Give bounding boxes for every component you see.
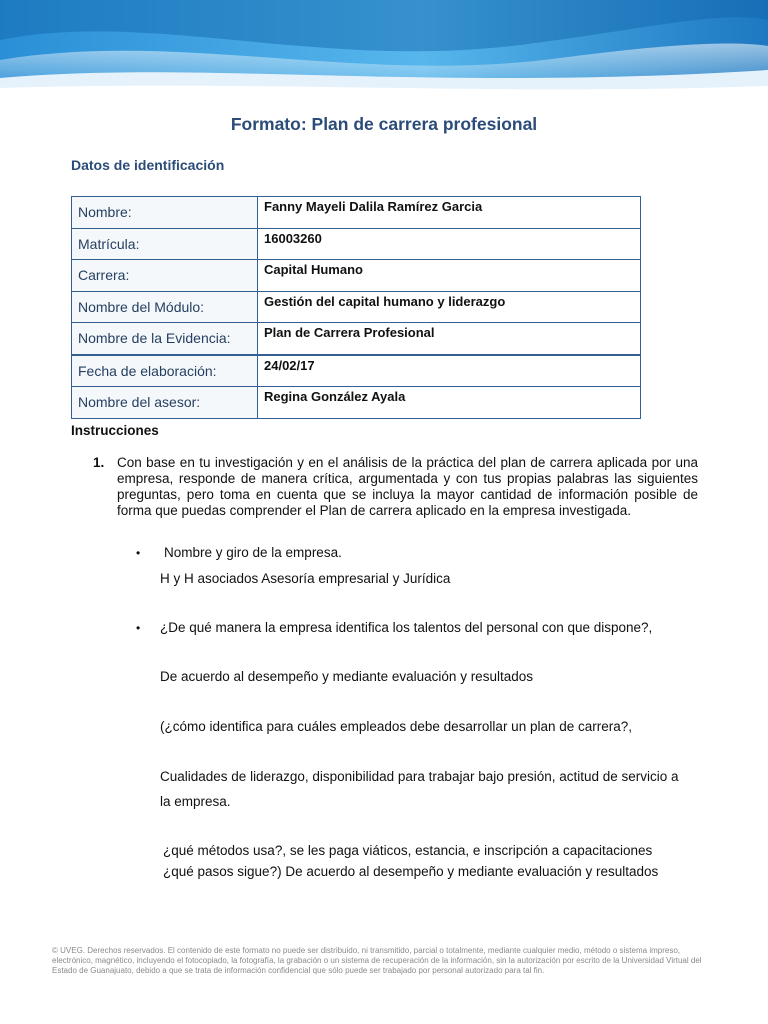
identification-table xyxy=(71,196,641,419)
row-value: 16003260 xyxy=(258,228,641,260)
row-value: Fanny Mayeli Dalila Ramírez Garcia xyxy=(258,197,641,229)
answer-2: De acuerdo al desempeño y mediante evaluación y resultados xyxy=(160,669,533,684)
row-label: Carrera: xyxy=(72,260,258,292)
question-1: Nombre y giro de la empresa. xyxy=(164,545,342,560)
instructions-heading: Instrucciones xyxy=(71,423,159,438)
table-row xyxy=(72,355,641,387)
item-number: 1. xyxy=(93,455,105,470)
answer-3-line-2: la empresa. xyxy=(160,794,231,809)
table-row xyxy=(72,291,641,323)
row-label: Fecha de elaboración: xyxy=(72,355,258,387)
row-value: Regina González Ayala xyxy=(258,387,641,419)
table-row xyxy=(72,387,641,419)
row-label: Nombre: xyxy=(72,197,258,229)
instruction-paragraph: Con base en tu investigación y en el análisis de la práctica del plan de carrera aplicada por una empresa, responde de manera crítica, argumentada y con tus propias palabras las siguientes preguntas, pero toma en cuenta que se incluya la mayor cantidad de información posible de forma que puedas comprender el Plan de carrera aplicado en la empresa investigada. xyxy=(117,455,698,518)
document-title: Formato: Plan de carrera profesional xyxy=(230,114,538,134)
question-5: ¿qué pasos sigue?) De acuerdo al desempeño y mediante evaluación y resultados xyxy=(163,864,659,879)
bullet-icon: • xyxy=(136,546,141,560)
answer-3-line-1: Cualidades de liderazgo, disponibilidad para trabajar bajo presión, actitud de servicio a xyxy=(160,769,679,784)
row-label: Nombre del asesor: xyxy=(72,387,258,419)
header-banner xyxy=(0,0,768,94)
table-row xyxy=(72,197,641,229)
copyright-footer: © UVEG. Derechos reservados. El contenido de este formato no puede ser distribuido, ni transmitido, parcial o totalmente, mediante cualquier medio, método o sistema impreso, electrónico, magnético, incluyendo el fotocopiado, la fotografía, la grabación o un sistema de recuperación de la información, sin la autorización por escrito de la Universidad Virtual del Estado de Guanajuato, debido a que se trata de información confidencial que sólo puede ser trabajado por personal autorizado para tal fin. xyxy=(52,946,702,975)
row-label: Matrícula: xyxy=(72,228,258,260)
row-label: Nombre del Módulo: xyxy=(72,291,258,323)
answer-1: H y H asociados Asesoría empresarial y Jurídica xyxy=(160,571,451,586)
table-row xyxy=(72,260,641,292)
question-4: ¿qué métodos usa?, se les paga viáticos, estancia, e inscripción a capacitaciones xyxy=(163,843,653,858)
question-3: (¿cómo identifica para cuáles empleados debe desarrollar un plan de carrera?, xyxy=(160,719,633,734)
table-row xyxy=(72,228,641,260)
row-value: Gestión del capital humano y liderazgo xyxy=(258,291,641,323)
row-value: 24/02/17 xyxy=(258,355,641,387)
row-value: Plan de Carrera Profesional xyxy=(258,323,641,355)
bullet-icon: • xyxy=(136,621,141,635)
section-heading: Datos de identificación xyxy=(71,157,225,173)
row-label: Nombre de la Evidencia: xyxy=(72,323,258,355)
table-row xyxy=(72,323,641,355)
question-2: ¿De qué manera la empresa identifica los talentos del personal con que dispone?, xyxy=(160,620,653,635)
row-value: Capital Humano xyxy=(258,260,641,292)
